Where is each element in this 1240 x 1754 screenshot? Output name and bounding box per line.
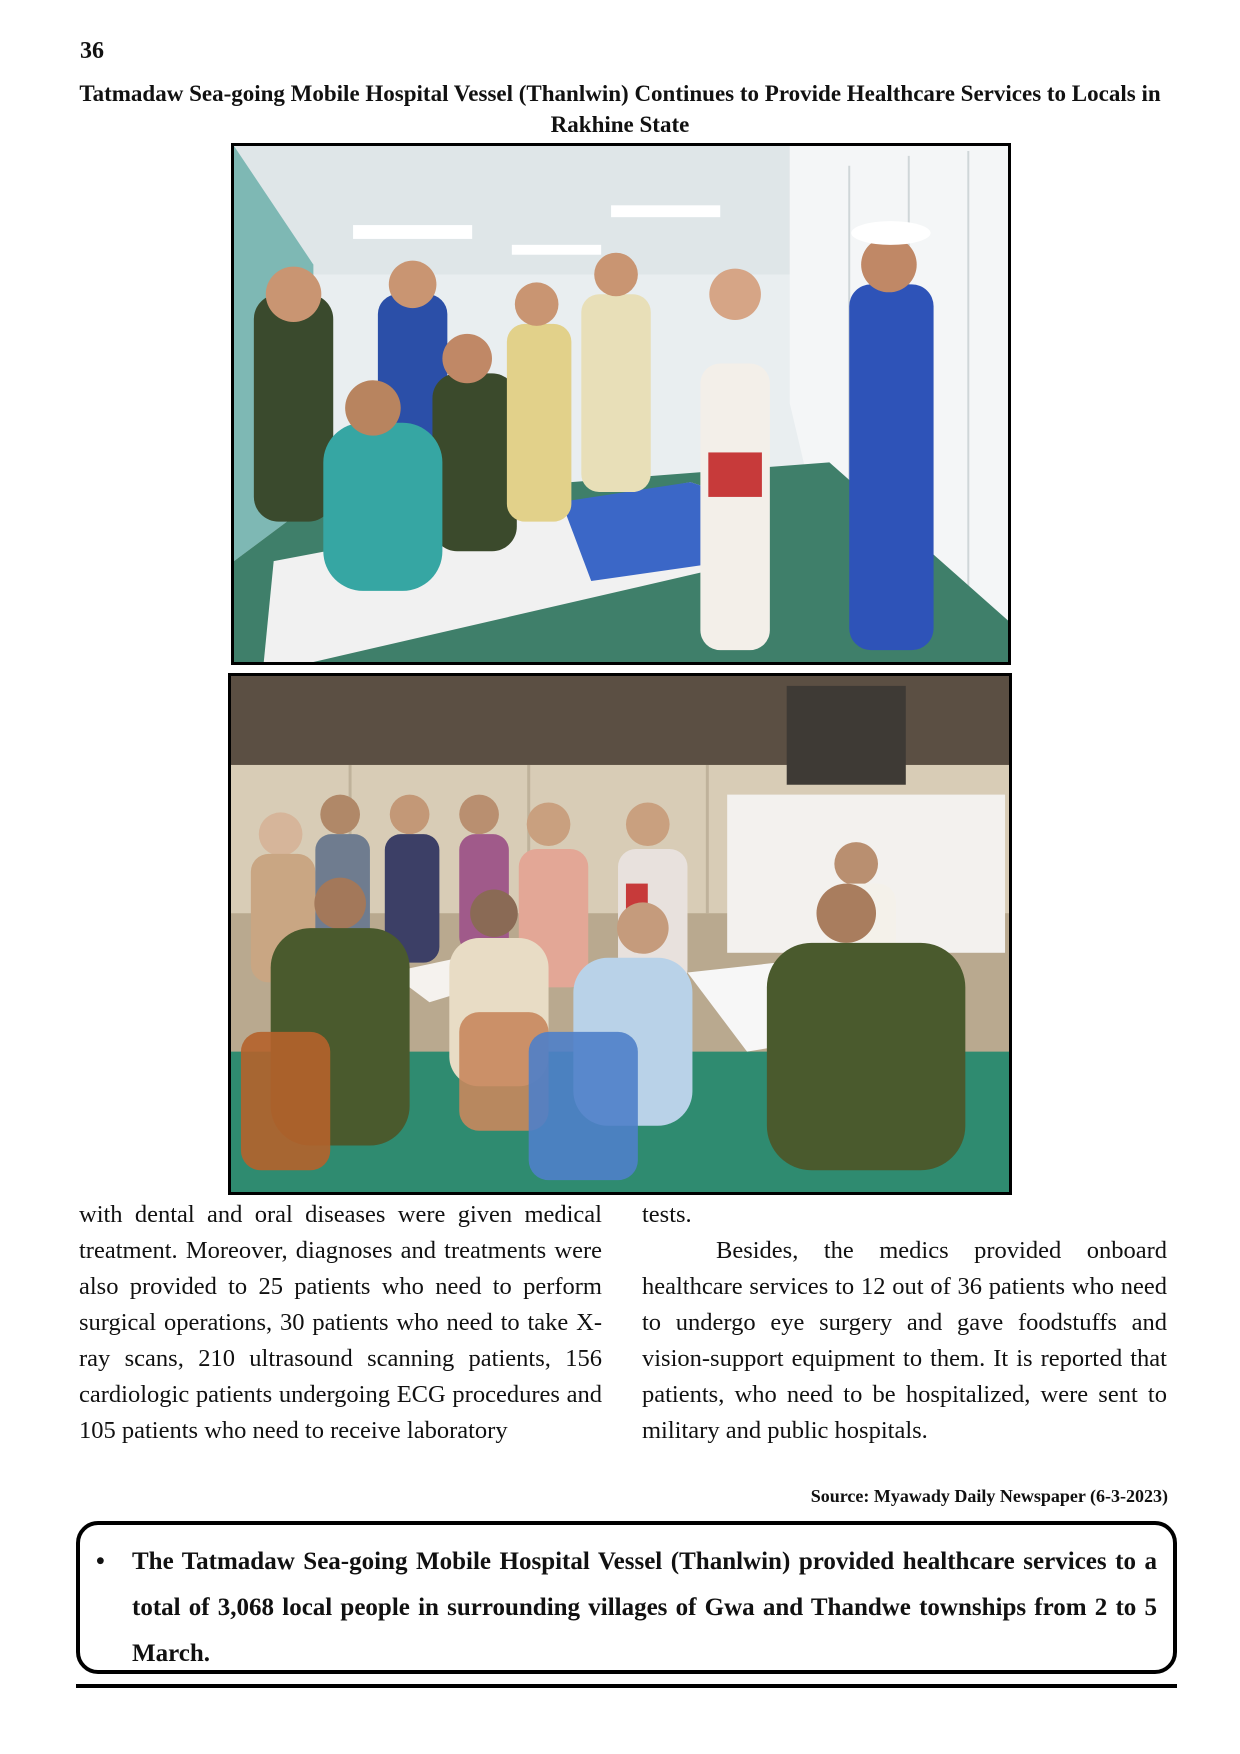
article-continuation: tests. xyxy=(642,1201,692,1228)
bottom-rule xyxy=(76,1684,1177,1688)
page-number: 36 xyxy=(80,38,104,64)
article-left-column: with dental and oral diseases were given medical treatment. Moreover, diagnoses and treatments were also provided to 25 patients who need to perform surgical operations, 30 patients who need to take X-ray scans, 210 ultrasound scanning patients, 156 cardiologic patients undergoing ECG procedures and 105 patients who need to receive laboratory xyxy=(79,1201,602,1444)
page-title: Tatmadaw Sea-going Mobile Hospital Vessel (Thanlwin) Continues to Provide Healthcare Services to Locals in Rakhine State xyxy=(79,81,1161,137)
article-paragraph: Besides, the medics provided onboard healthcare services to 12 out of 36 patients who need to undergo eye surgery and gave foodstuffs and vision-support equipment to them. It is reported that patients, who need to be hospitalized, were sent to military and public hospitals. xyxy=(642,1237,1167,1444)
ward-photo xyxy=(231,143,1011,665)
clinic-photo xyxy=(228,673,1012,1195)
summary-text: The Tatmadaw Sea-going Mobile Hospital Vessel (Thanlwin) provided healthcare services to a total of 3,068 local people in surrounding villages of Gwa and Thandwe townships from 2 to 5 March. xyxy=(132,1548,1157,1667)
source-credit: Source: Myawady Daily Newspaper (6-3-2023) xyxy=(810,1486,1168,1506)
article-right-column xyxy=(642,1197,1167,1449)
bullet-marker: • xyxy=(96,1548,105,1575)
summary-box xyxy=(76,1521,1177,1674)
